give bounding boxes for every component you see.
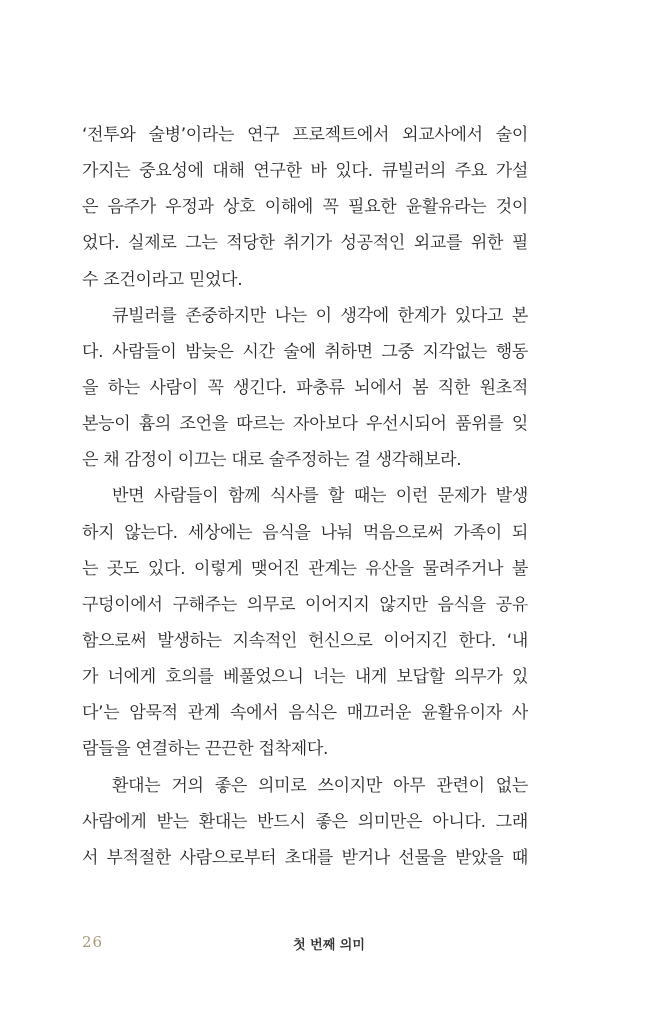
text-line: 함으로써 발생하는 지속적인 헌신으로 이어지긴 한다. ‘내	[82, 630, 528, 651]
text-line: 반면 사람들이 함께 식사를 할 때는 이런 문제가 발생	[112, 486, 528, 507]
text-line: 다’는 암묵적 관계 속에서 음식은 매끄러운 윤활유이자 사	[82, 703, 528, 724]
paragraph	[82, 121, 528, 302]
body-text	[82, 121, 528, 880]
text-line: 다. 사람들이 밤늦은 시간 술에 취하면 그중 지각없는 행동	[82, 341, 528, 362]
paragraph	[82, 302, 528, 483]
paragraph	[82, 482, 528, 771]
text-line: 은 음주가 우정과 상호 이해에 꼭 필요한 윤활유라는 것이	[82, 197, 528, 218]
text-line: 가지는 중요성에 대해 연구한 바 있다. 큐빌러의 주요 가설	[82, 161, 528, 182]
paragraph	[82, 772, 528, 880]
text-line: 본능이 흄의 조언을 따르는 자아보다 우선시되어 품위를 잊	[82, 414, 528, 435]
text-line: 는 곳도 있다. 이렇게 맺어진 관계는 유산을 물려주거나 불	[82, 558, 528, 579]
page-number: 26	[82, 933, 104, 951]
text-line: 가 너에게 호의를 베풀었으니 너는 내게 보답할 의무가 있	[82, 667, 528, 688]
text-line: 큐빌러를 존중하지만 나는 이 생각에 한계가 있다고 본	[112, 305, 528, 326]
text-line: 을 하는 사람이 꼭 생긴다. 파충류 뇌에서 봄 직한 원초적	[82, 377, 528, 398]
text-line: 었다. 실제로 그는 적당한 취기가 성공적인 외교를 위한 필	[82, 233, 528, 254]
text-line: 은 채 감정이 이끄는 대로 술주정하는 걸 생각해보라.	[82, 450, 462, 471]
text-line: 환대는 거의 좋은 의미로 쓰이지만 아무 관련이 없는	[112, 775, 528, 796]
running-chapter-title: 첫 번째 의미	[293, 938, 365, 953]
text-line: ‘전투와 술병’이라는 연구 프로젝트에서 외교사에서 술이	[82, 125, 528, 145]
text-line: 사람에게 받는 환대는 반드시 좋은 의미만은 아니다. 그래	[82, 811, 528, 832]
text-line: 람들을 연결하는 끈끈한 접착제다.	[82, 739, 329, 760]
text-line: 하지 않는다. 세상에는 음식을 나눠 먹음으로써 가족이 되	[82, 522, 528, 543]
text-line: 구덩이에서 구해주는 의무로 이어지지 않지만 음식을 공유	[82, 594, 528, 615]
text-line: 수 조건이라고 믿었다.	[82, 269, 243, 290]
text-line: 서 부적절한 사람으로부터 초대를 받거나 선물을 받았을 때	[82, 847, 528, 868]
